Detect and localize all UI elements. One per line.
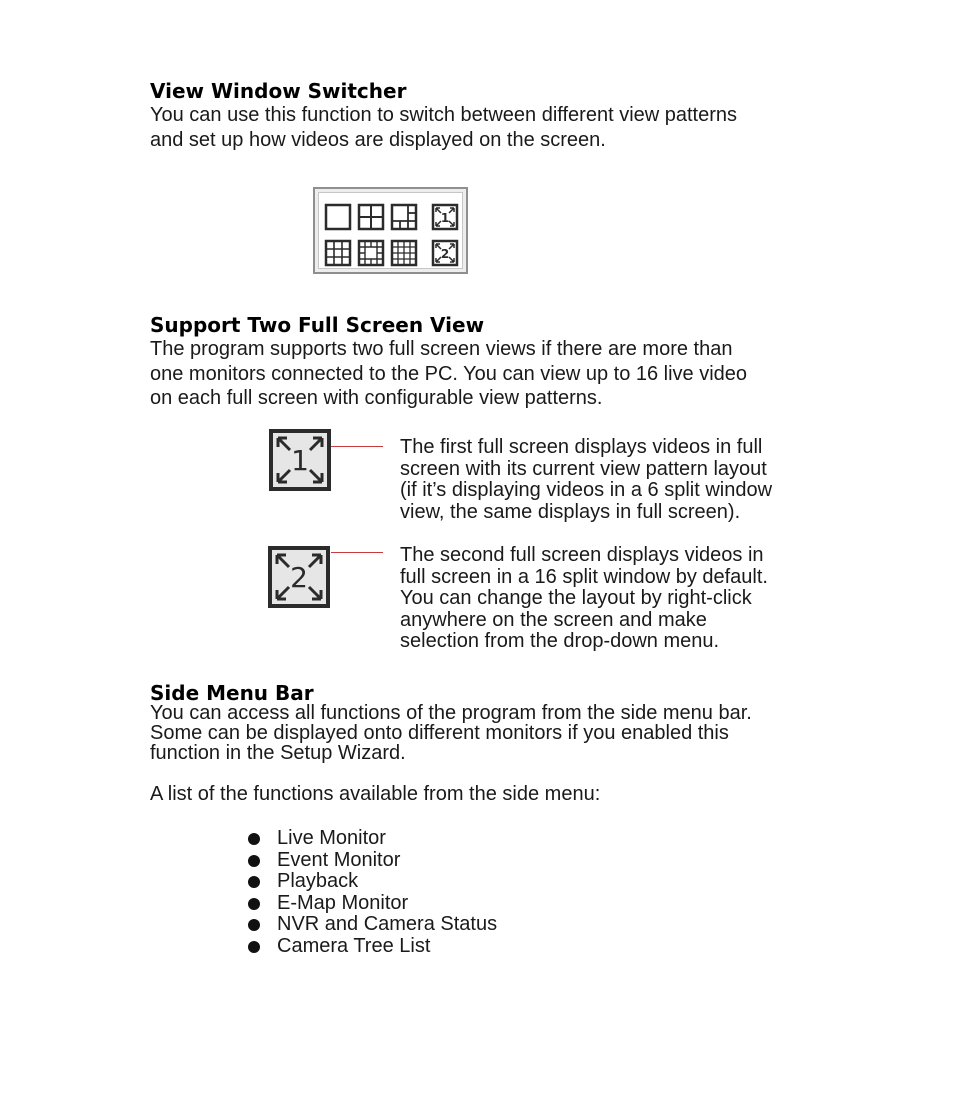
fullscreen-1-desc-line-2: screen with its current view pattern layout	[400, 457, 767, 480]
section-title-view-window-switcher: View Window Switcher	[150, 79, 407, 103]
list-item	[248, 936, 497, 958]
sixteen-split-view-icon	[390, 239, 418, 267]
callout-line-1	[331, 446, 383, 447]
nine-split-view-button[interactable]	[324, 239, 352, 267]
quad-view-button[interactable]	[357, 203, 385, 231]
six-split-view-icon	[390, 203, 418, 231]
side-menu-desc-line-2: Some can be displayed onto different monitors if you enabled this	[150, 722, 729, 744]
fullscreen-1-icon	[431, 203, 459, 231]
fullscreen-2-desc-line-4: anywhere on the screen and make	[400, 608, 707, 631]
full-screen-desc-line-1: The program supports two full screen views if there are more than	[150, 338, 733, 360]
list-item-label: NVR and Camera Status	[277, 913, 498, 935]
fullscreen-1-large-label: 1	[291, 444, 309, 477]
callout-line-2	[331, 552, 383, 553]
bullet-icon	[248, 919, 260, 931]
fullscreen-1-desc-line-3: (if it’s displaying videos in a 6 split window	[400, 479, 773, 501]
list-item	[248, 850, 497, 872]
list-item	[248, 914, 497, 936]
view-window-switcher-panel	[313, 187, 468, 274]
bullet-icon	[248, 876, 260, 888]
list-item	[248, 871, 497, 893]
fullscreen-2-description	[400, 545, 768, 653]
full-screen-description	[150, 337, 747, 411]
bullet-icon	[248, 898, 260, 910]
view-switcher-desc-line-1: You can use this function to switch between different view patterns	[150, 104, 738, 126]
fullscreen-1-icon	[269, 429, 331, 491]
side-menu-desc-line-3: function in the Setup Wizard.	[150, 742, 406, 764]
list-item-label: E-Map Monitor	[277, 891, 409, 914]
single-view-button[interactable]	[324, 203, 352, 231]
full-screen-desc-line-2: one monitors connected to the PC. You can view up to 16 live video	[150, 362, 748, 385]
side-menu-desc-line-1: You can access all functions of the program from the side menu bar.	[150, 702, 752, 724]
list-item-label: Playback	[277, 870, 359, 892]
side-menu-function-list	[248, 828, 497, 957]
list-item	[248, 893, 497, 915]
fullscreen-2-large-icon-wrapper	[268, 546, 330, 608]
view-switcher-desc-line-2: and set up how videos are displayed on the screen.	[150, 128, 606, 151]
fullscreen-2-button[interactable]	[431, 239, 459, 267]
fullscreen-2-large-label: 2	[290, 561, 308, 594]
thirteen-split-view-icon	[357, 239, 385, 267]
nine-split-view-icon	[324, 239, 352, 267]
single-view-icon	[324, 203, 352, 231]
list-item-label: Event Monitor	[277, 848, 401, 871]
fullscreen-1-desc-line-4: view, the same displays in full screen).	[400, 500, 741, 523]
view-switcher-description	[150, 103, 737, 152]
bullet-icon	[248, 833, 260, 845]
list-item-label: Camera Tree List	[277, 934, 431, 957]
quad-view-icon	[357, 203, 385, 231]
fullscreen-1-large-icon-wrapper	[269, 429, 331, 491]
fullscreen-1-label: 1	[440, 211, 450, 225]
fullscreen-2-label: 2	[440, 247, 450, 261]
fullscreen-2-icon	[431, 239, 459, 267]
side-menu-list-intro: A list of the functions available from the side menu:	[150, 783, 601, 805]
full-screen-desc-line-3: on each full screen with configurable view patterns.	[150, 387, 603, 409]
side-menu-description	[150, 703, 752, 763]
list-item	[248, 828, 497, 850]
fullscreen-2-desc-line-5: selection from the drop-down menu.	[400, 630, 720, 652]
thirteen-split-view-button[interactable]	[357, 239, 385, 267]
fullscreen-2-desc-line-2: full screen in a 16 split window by default.	[400, 565, 768, 588]
fullscreen-1-desc-line-1: The first full screen displays videos in full	[400, 436, 763, 458]
fullscreen-2-icon	[268, 546, 330, 608]
fullscreen-2-desc-line-3: You can change the layout by right-click	[400, 587, 752, 609]
list-item-label: Live Monitor	[277, 827, 386, 849]
fullscreen-1-description	[400, 437, 772, 523]
section-title-full-screen-view: Support Two Full Screen View	[150, 313, 485, 337]
bullet-icon	[248, 855, 260, 867]
sixteen-split-view-button[interactable]	[390, 239, 418, 267]
section-title-side-menu-bar: Side Menu Bar	[150, 681, 314, 705]
six-split-view-button[interactable]	[390, 203, 418, 231]
fullscreen-2-desc-line-1: The second full screen displays videos in	[400, 544, 764, 566]
bullet-icon	[248, 941, 260, 953]
fullscreen-1-button[interactable]	[431, 203, 459, 231]
